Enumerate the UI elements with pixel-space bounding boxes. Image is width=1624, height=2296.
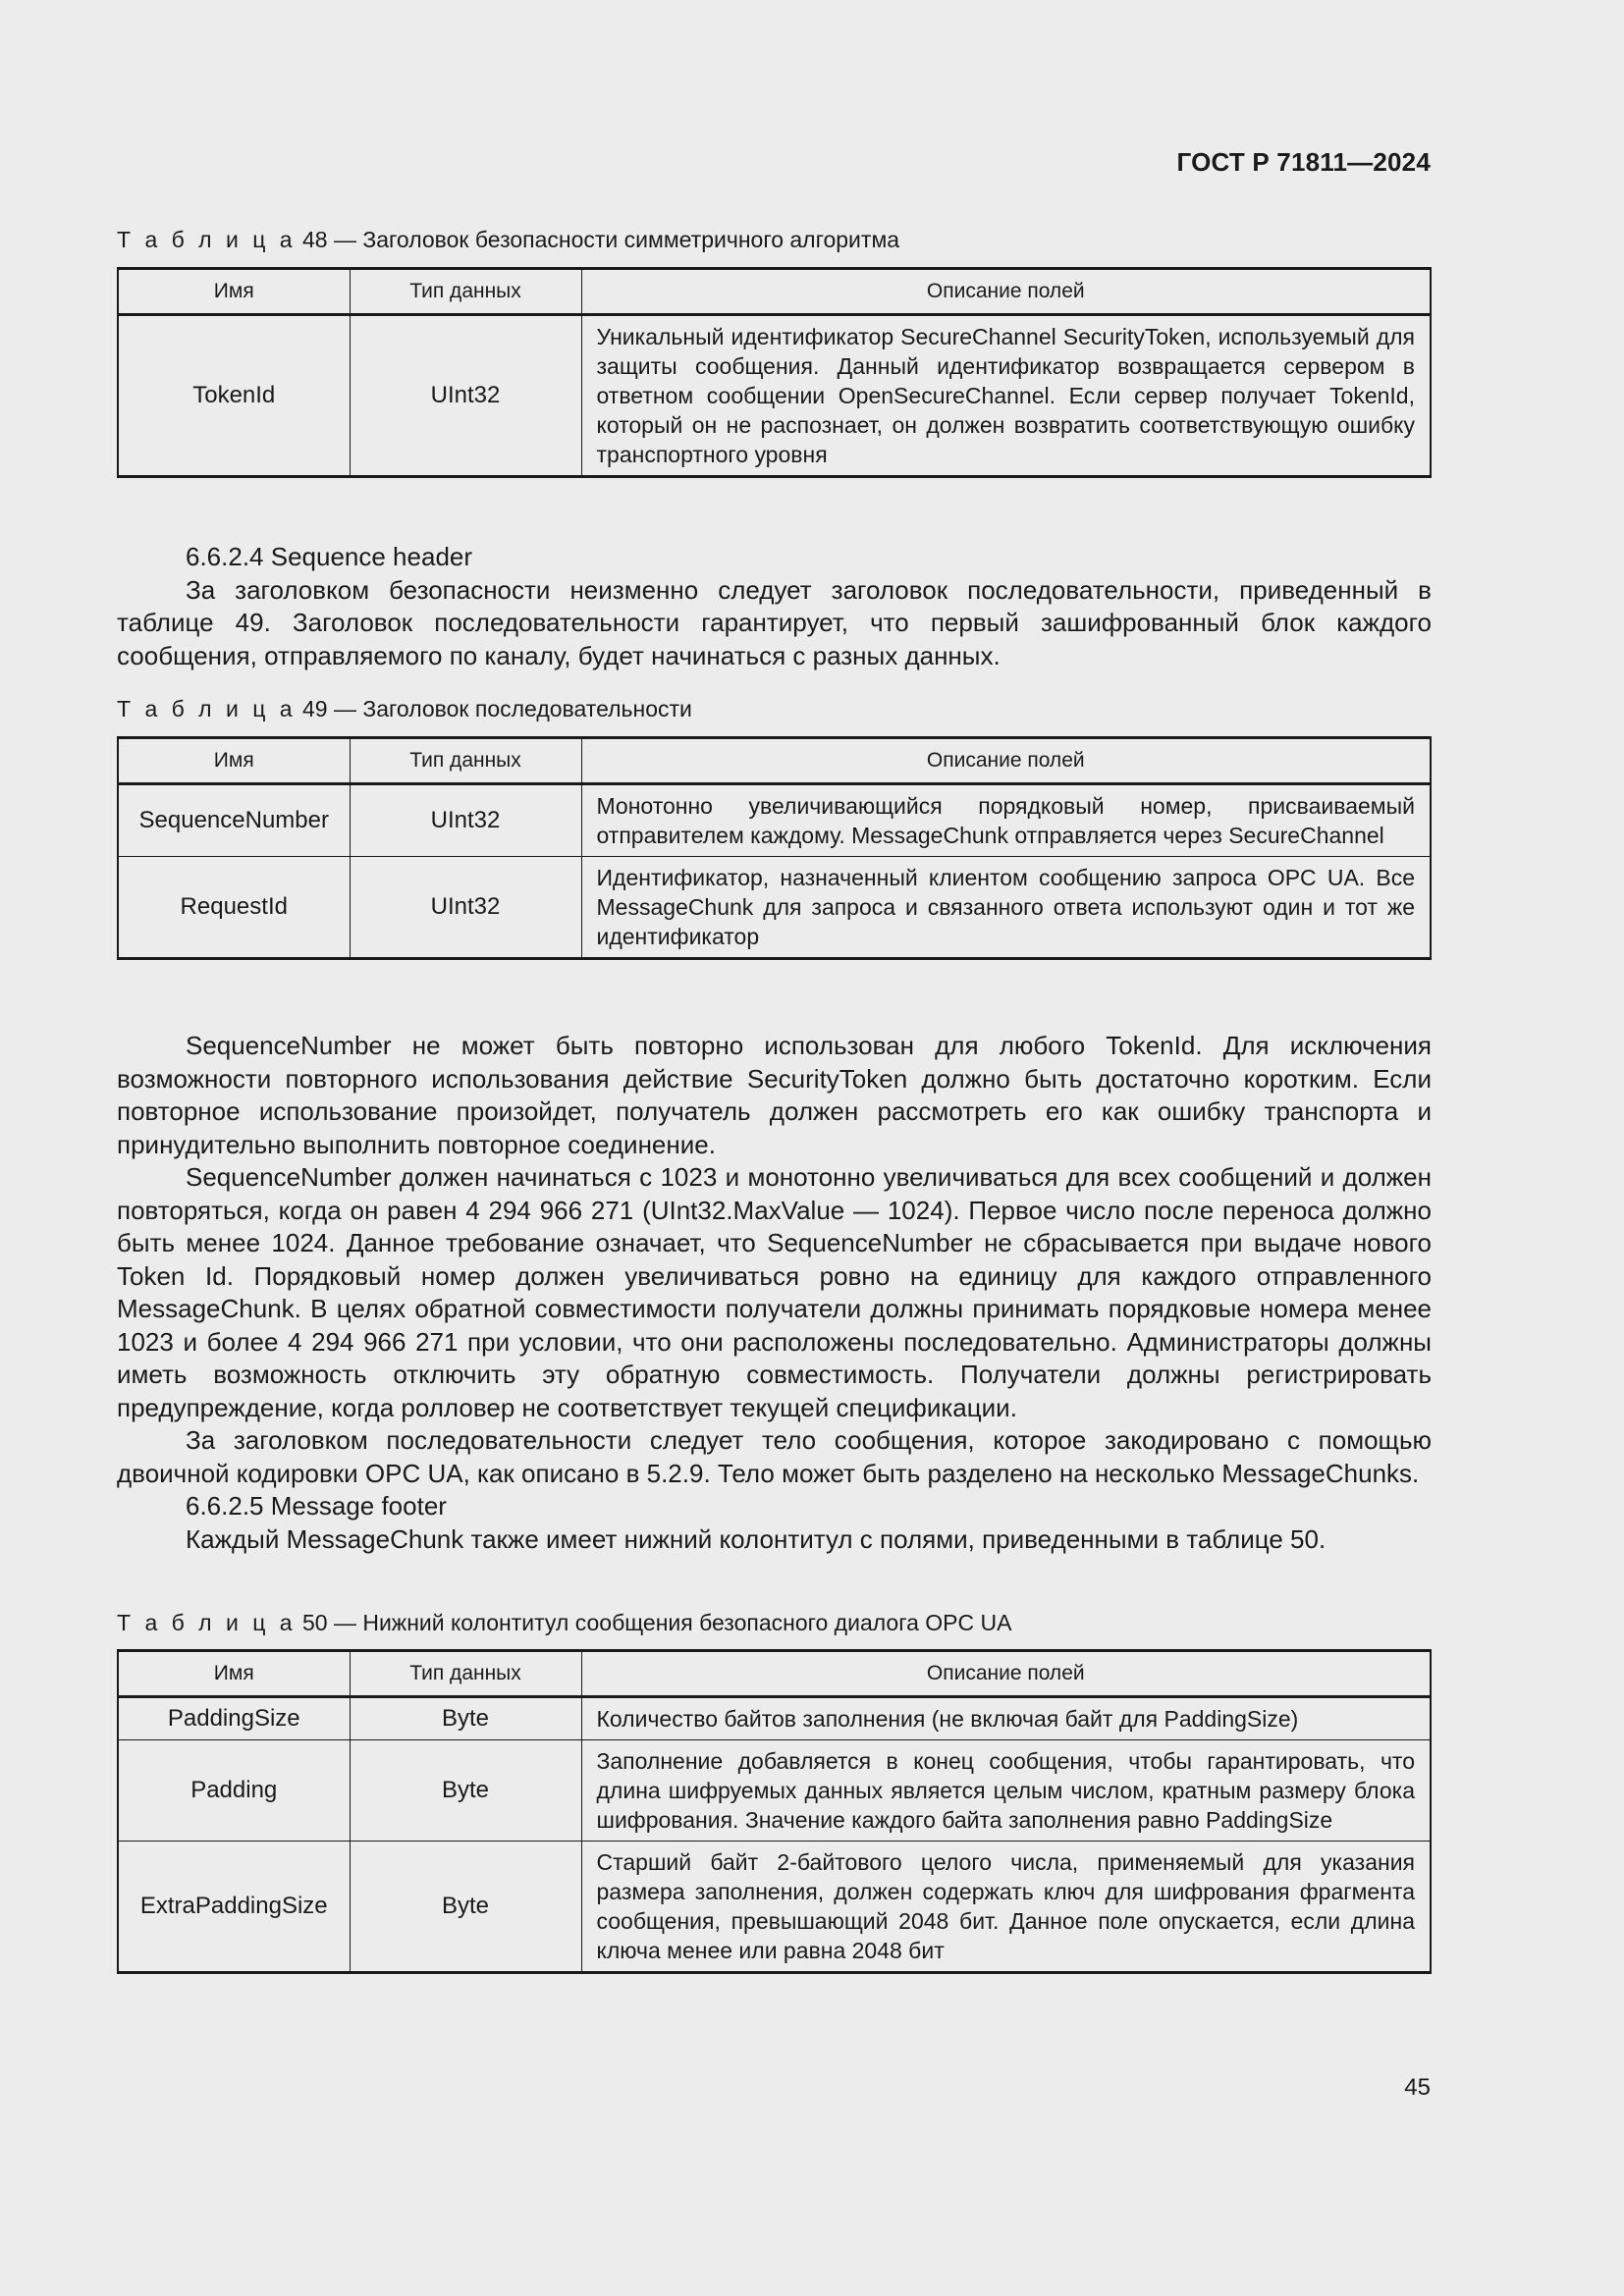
cell-desc: Старший байт 2-байтового целого числа, применяемый для указания размера заполнения, должен содержать ключ для шифрования фрагмента сообщения, превышающий 2048 бит. Данное поле опускается, если длина ключа менее или равна 2048 бит bbox=[581, 1842, 1431, 1973]
cell-type: Byte bbox=[350, 1842, 581, 1973]
cell-desc: Уникальный идентификатор SecureChannel SecurityToken, используемый для защиты сообщения. Данный идентификатор возвращается сервером в ответном сообщении OpenSecureChannel. Если сервер получает TokenId, который он не распознает, он должен возвратить соответствующую ошибку транспортного уровня bbox=[581, 315, 1431, 477]
table-row bbox=[118, 857, 1431, 959]
table-50 bbox=[117, 1649, 1432, 1974]
table-row bbox=[118, 1697, 1431, 1740]
table-49 bbox=[117, 736, 1432, 960]
col-header-type: Тип данных bbox=[350, 1651, 581, 1697]
cell-type: UInt32 bbox=[350, 784, 581, 857]
paragraph: SequenceNumber должен начинаться с 1023 и монотонно увеличиваться для всех сообщений и должен повторяться, когда он равен 4 294 966 271 (UInt32.MaxValue — 1024). Первое число после переноса должно быть менее 1024. Данное требование означает, что SequenceNumber не сбрасывается при выдаче нового Token Id. Порядковый номер должен увеличиваться ровно на единицу для каждого отправленного MessageChunk. В целях обратной совместимости получатели должны принимать порядковые номера менее 1023 и более 4 294 966 271 при условии, что они расположены последовательно. Администраторы должны иметь возможность отключить эту обратную совместимость. Получатели должны регистрировать предупреждение, когда ролловер не соответствует текущей спецификации. bbox=[117, 1162, 1432, 1422]
table-row bbox=[118, 1740, 1431, 1842]
table-48-caption bbox=[117, 227, 899, 253]
table-49-caption bbox=[117, 696, 692, 722]
table-title: 48 — Заголовок безопасности симметричного алгоритма bbox=[301, 227, 900, 252]
table-header-row bbox=[118, 269, 1431, 315]
cell-type: Byte bbox=[350, 1697, 581, 1740]
cell-type: UInt32 bbox=[350, 315, 581, 477]
cell-desc: Количество байтов заполнения (не включая байт для PaddingSize) bbox=[581, 1697, 1431, 1740]
table-50-caption bbox=[117, 1610, 1011, 1636]
table-48 bbox=[117, 267, 1432, 478]
table-header-row bbox=[118, 738, 1431, 784]
table-label: Т а б л и ц а bbox=[117, 227, 297, 252]
cell-name: PaddingSize bbox=[118, 1697, 350, 1740]
paragraph: Каждый MessageChunk также имеет нижний колонтитул с полями, приведенными в таблице 50. bbox=[186, 1523, 1326, 1554]
paragraph: За заголовком безопасности неизменно следует заголовок последовательности, приведенный в таблице 49. Заголовок последовательности гарантирует, что первый зашифрованный блок каждого сообщения, отправляемого по каналу, будет начинаться с разных данных. bbox=[117, 574, 1432, 670]
cell-type: Byte bbox=[350, 1740, 581, 1842]
table-row bbox=[118, 315, 1431, 477]
table-header-row bbox=[118, 1651, 1431, 1697]
page-number: 45 bbox=[1404, 2074, 1431, 2101]
cell-name: TokenId bbox=[118, 315, 350, 477]
col-header-name: Имя bbox=[118, 1651, 350, 1697]
col-header-type: Тип данных bbox=[350, 269, 581, 315]
col-header-desc: Описание полей bbox=[581, 1651, 1431, 1697]
section-6624 bbox=[117, 541, 1432, 672]
cell-name: Padding bbox=[118, 1740, 350, 1842]
table-row bbox=[118, 1842, 1431, 1973]
col-header-desc: Описание полей bbox=[581, 738, 1431, 784]
col-header-name: Имя bbox=[118, 738, 350, 784]
cell-type: UInt32 bbox=[350, 857, 581, 959]
cell-desc: Идентификатор, назначенный клиентом сообщению запроса OPC UA. Все MessageChunk для запроса и связанного ответа используют один и тот же идентификатор bbox=[581, 857, 1431, 959]
col-header-type: Тип данных bbox=[350, 738, 581, 784]
paragraph: За заголовком последовательности следует тело сообщения, которое закодировано с помощью двоичной кодировки OPC UA, как описано в 5.2.9. Тело может быть разделено на несколько MessageChunks. bbox=[117, 1425, 1432, 1488]
section-heading: 6.6.2.5 Message footer bbox=[186, 1491, 447, 1521]
standard-header: ГОСТ Р 71811—2024 bbox=[1176, 147, 1431, 177]
cell-desc: Монотонно увеличивающийся порядковый номер, присваиваемый отправителем каждому. MessageChunk отправляется через SecureChannel bbox=[581, 784, 1431, 857]
table-label: Т а б л и ц а bbox=[117, 1610, 297, 1635]
cell-name: ExtraPaddingSize bbox=[118, 1842, 350, 1973]
section-heading: 6.6.2.4 Sequence header bbox=[186, 542, 473, 571]
table-label: Т а б л и ц а bbox=[117, 696, 297, 721]
col-header-desc: Описание полей bbox=[581, 269, 1431, 315]
table-row bbox=[118, 784, 1431, 857]
body-paragraphs bbox=[117, 1030, 1432, 1556]
table-title: 49 — Заголовок последовательности bbox=[301, 696, 692, 721]
cell-desc: Заполнение добавляется в конец сообщения, чтобы гарантировать, что длина шифруемых данных является целым числом, кратным размеру блока шифрования. Значение каждого байта заполнения равно PaddingSize bbox=[581, 1740, 1431, 1842]
cell-name: RequestId bbox=[118, 857, 350, 959]
cell-name: SequenceNumber bbox=[118, 784, 350, 857]
table-title: 50 — Нижний колонтитул сообщения безопасного диалога OPC UA bbox=[301, 1610, 1012, 1635]
col-header-name: Имя bbox=[118, 269, 350, 315]
paragraph: SequenceNumber не может быть повторно использован для любого TokenId. Для исключения возможности повторного использования действие SecurityToken должно быть достаточно коротким. Если повторное использование произойдет, получатель должен рассмотреть его как ошибку транспорта и принудительно выполнить повторное соединение. bbox=[117, 1031, 1432, 1159]
